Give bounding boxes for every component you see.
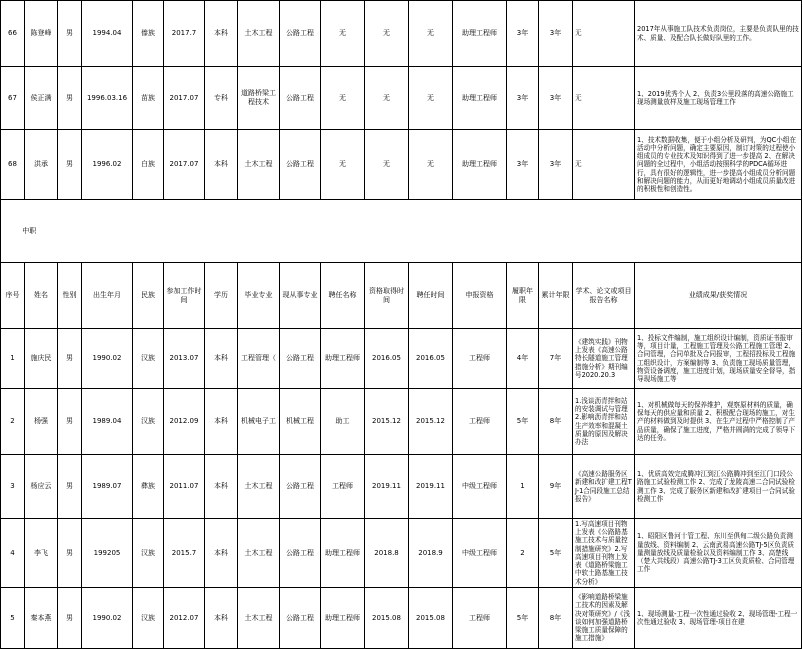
cell-sex: 男	[58, 587, 82, 648]
cell-name: 李飞	[25, 519, 58, 588]
cell-achievements: 1、昭阳区鲁河十管工程、东川至俱甸二级公路负责测量放线、资料编制 2、云南武易高速公路TJ-5区负责质量测量放线及质量检验以及资料编制工作 3、高楚线（楚大共线段）高速公路TJ-3工区负责质检、合同管理工作	[635, 519, 802, 588]
cell-papers: 1.写高速项目刊物上发表《公路路基施工技术与质量控制措施研究》2.写高速项目刊物上发表《道路桥梁施工中软土路基施工技术分析》	[573, 519, 635, 588]
cell-current-major: 公路工程	[280, 329, 321, 389]
cell-birth: 1990.02	[82, 587, 133, 648]
cell-title-years: 2	[507, 519, 539, 588]
cell-title-years: 3年	[507, 1, 539, 67]
cell-edu: 本科	[205, 587, 238, 648]
cell-ethnic: 汉族	[133, 329, 164, 389]
cell-level: 中级工程师	[453, 519, 507, 588]
cell-papers: 无	[573, 130, 635, 200]
cell-work-start: 2017.07	[164, 67, 205, 130]
cell-achievements: 1、技术数据收集，便于小组分析及研判，为QC小组在活动中分析问题，确定主要原因，制订对策的过程使小组成员的专业技术及知识得到了进一步提高 2、在解决问题的全过程中，小组活动按照科学的PDCA循环进行，具有很好的逻辑性，进一步提高小组成员分析问题和解决问题的能力，从而更好地调动小组成员质量改进的积极性和创造性。	[635, 130, 802, 200]
header-title: 聘任名称	[321, 263, 365, 329]
cell-hire-date: 无	[409, 130, 453, 200]
cell-work-start: 2012.07	[164, 587, 205, 648]
cell-ethnic: 傣族	[133, 1, 164, 67]
cell-edu: 本科	[205, 389, 238, 455]
cell-title-years: 4年	[507, 329, 539, 389]
cell-no: 3	[1, 455, 25, 519]
cell-hire-date: 2015.12	[409, 389, 453, 455]
cell-major: 土木工程	[238, 1, 280, 67]
cell-ethnic: 汉族	[133, 519, 164, 588]
table-row	[1, 130, 802, 200]
cell-hire-date: 无	[409, 67, 453, 130]
cell-no: 5	[1, 587, 25, 648]
cell-sex: 男	[58, 455, 82, 519]
cell-major: 土木工程	[238, 587, 280, 648]
cell-total-years: 3年	[539, 130, 573, 200]
cell-sex: 男	[58, 389, 82, 455]
header-current-major: 现从事专业	[280, 263, 321, 329]
cell-sex: 男	[58, 519, 82, 588]
cell-hire-date: 无	[409, 1, 453, 67]
cell-current-major: 公路工程	[280, 130, 321, 200]
cell-ethnic: 汉族	[133, 587, 164, 648]
main-rows	[1, 329, 802, 649]
cell-name: 秦本燕	[25, 587, 58, 648]
table-row	[1, 329, 802, 389]
cell-birth: 199205	[82, 519, 133, 588]
cell-papers: 无	[573, 1, 635, 67]
header-ethnic: 民族	[133, 263, 164, 329]
cell-achievements: 1、现场测量-工程一次性通过验收 2、现场管理-工程一次性通过验收 3、现场管理-项目在建	[635, 587, 802, 648]
cell-birth: 1994.04	[82, 1, 133, 67]
header-level: 申报资格	[453, 263, 507, 329]
cell-sex: 男	[58, 329, 82, 389]
cell-ethnic: 彝族	[133, 455, 164, 519]
cell-edu: 专科	[205, 67, 238, 130]
header-qual-date: 资格取得时间	[365, 263, 409, 329]
cell-qual-date: 2015.12	[365, 389, 409, 455]
cell-total-years: 5年	[539, 519, 573, 588]
cell-birth: 1996.02	[82, 130, 133, 200]
cell-ethnic: 苗族	[133, 67, 164, 130]
cell-no: 2	[1, 389, 25, 455]
header-work-start: 参加工作时间	[164, 263, 205, 329]
header-major: 毕业专业	[238, 263, 280, 329]
cell-total-years: 7年	[539, 329, 573, 389]
cell-total-years: 9年	[539, 455, 573, 519]
prev-rows	[1, 1, 802, 200]
cell-major: 土木工程	[238, 519, 280, 588]
cell-work-start: 2012.09	[164, 389, 205, 455]
cell-sex: 男	[58, 1, 82, 67]
cell-title: 无	[321, 67, 365, 130]
section-label: 中职	[1, 200, 58, 263]
cell-current-major: 公路工程	[280, 1, 321, 67]
cell-major: 土木工程	[238, 130, 280, 200]
cell-qual-date: 2015.08	[365, 587, 409, 648]
table-row	[1, 587, 802, 648]
header-no: 序号	[1, 263, 25, 329]
cell-hire-date: 2016.05	[409, 329, 453, 389]
cell-achievements: 2017年从事施工队技术负责岗位，主要是负责队里的技术、质量、及配合队长做好队里的工作。	[635, 1, 802, 67]
cell-total-years: 3年	[539, 67, 573, 130]
table-row	[1, 67, 802, 130]
header-hire-date: 聘任时间	[409, 263, 453, 329]
cell-current-major: 公路工程	[280, 67, 321, 130]
cell-edu: 本科	[205, 329, 238, 389]
cell-hire-date: 2019.11	[409, 455, 453, 519]
header-achievements: 业绩成果/获奖情况	[635, 263, 802, 329]
cell-title-years: 3年	[507, 130, 539, 200]
cell-title-years: 5年	[507, 389, 539, 455]
cell-current-major: 机械工程	[280, 389, 321, 455]
cell-level: 工程师	[453, 329, 507, 389]
cell-level: 工程师	[453, 389, 507, 455]
cell-qual-date: 无	[365, 67, 409, 130]
cell-achievements: 1、对机械做每天的保养维护，观察原材料的质量，确保每天的供应量和质量 2、积极配合现场的施工，对生产的材料做到及时提供 3、在生产过程中严格控制了产品质量，确保了施工进度，严格并圆满的完成了领导下达的任务。	[635, 389, 802, 455]
cell-name: 杨强	[25, 389, 58, 455]
cell-work-start: 2017.07	[164, 130, 205, 200]
header-row	[1, 263, 802, 329]
cell-papers: 《高速公路服务区新建和改扩建工程TJ-1合同段施工总结报告》	[573, 455, 635, 519]
cell-qual-date: 2016.05	[365, 329, 409, 389]
cell-work-start: 2013.07	[164, 329, 205, 389]
cell-major: 工程管理（	[238, 329, 280, 389]
cell-total-years: 8年	[539, 587, 573, 648]
header-sex: 性别	[58, 263, 82, 329]
cell-birth: 1990.02	[82, 329, 133, 389]
cell-qual-date: 2019.11	[365, 455, 409, 519]
cell-title-years: 5年	[507, 587, 539, 648]
cell-ethnic: 汉族	[133, 389, 164, 455]
cell-qual-date: 2018.8	[365, 519, 409, 588]
cell-title: 无	[321, 130, 365, 200]
cell-total-years: 8年	[539, 389, 573, 455]
cell-title-years: 1	[507, 455, 539, 519]
cell-name: 施庆民	[25, 329, 58, 389]
table-row	[1, 1, 802, 67]
cell-level: 工程师	[453, 587, 507, 648]
header-title-years: 履职年限	[507, 263, 539, 329]
cell-major: 土木工程	[238, 455, 280, 519]
cell-edu: 本科	[205, 519, 238, 588]
cell-title: 无	[321, 1, 365, 67]
cell-no: 4	[1, 519, 25, 588]
header-papers: 学术、论文或项目报告名称	[573, 263, 635, 329]
cell-ethnic: 白族	[133, 130, 164, 200]
cell-work-start: 2017.7	[164, 1, 205, 67]
cell-sex: 男	[58, 67, 82, 130]
header-edu: 学历	[205, 263, 238, 329]
cell-no: 67	[1, 67, 25, 130]
cell-papers: 《影响道路桥梁施工技术的因素及解决对策研究》/《浅谈如何加强道路桥梁施工质量保障的施工措施》	[573, 587, 635, 648]
cell-level: 中级工程师	[453, 455, 507, 519]
table-row	[1, 455, 802, 519]
cell-papers: 《建筑实践》刊物上发表《高速公路特长隧道施工管理措施分析》期刊编号2020.20.3	[573, 329, 635, 389]
cell-sex: 男	[58, 130, 82, 200]
cell-current-major: 公路工程	[280, 455, 321, 519]
cell-title: 助工	[321, 389, 365, 455]
cell-major: 道路桥梁工程技术	[238, 67, 280, 130]
cell-no: 66	[1, 1, 25, 67]
cell-achievements: 1、优质高效完成腾冲江到江公路腾冲到至江门口段公路施工试验检测工作 2、完成了龙陵高速二合同试验检测工作 3、完成了服务区新建和改扩建项目一合同试验检测工作	[635, 455, 802, 519]
cell-hire-date: 2015.08	[409, 587, 453, 648]
cell-birth: 1989.07	[82, 455, 133, 519]
cell-current-major: 公路工程	[280, 519, 321, 588]
section-row	[1, 200, 802, 263]
cell-name: 杨应云	[25, 455, 58, 519]
cell-title-years: 3年	[507, 67, 539, 130]
cell-total-years: 3年	[539, 1, 573, 67]
cell-current-major: 公路工程	[280, 587, 321, 648]
cell-birth: 1989.04	[82, 389, 133, 455]
cell-birth: 1996.03.16	[82, 67, 133, 130]
cell-edu: 本科	[205, 1, 238, 67]
cell-qual-date: 无	[365, 130, 409, 200]
cell-papers: 无	[573, 67, 635, 130]
cell-name: 陈登峰	[25, 1, 58, 67]
cell-name: 侯正满	[25, 67, 58, 130]
cell-name: 洪承	[25, 130, 58, 200]
cell-level: 助理工程师	[453, 130, 507, 200]
cell-title: 助理工程师	[321, 329, 365, 389]
cell-achievements: 1、投标文件编制，施工组织设计编制，资质证书报审等，项目计量，工程施工管理及公路工程施工管理 2、合同管理，合同单批及合同报审，工程招投标及工程施工组织设计，方案编制等 3、负责施工现场质量管理，物资设备调度，施工进度计划，现场质量安全督导，指导现场施工等	[635, 329, 802, 389]
cell-work-start: 2015.7	[164, 519, 205, 588]
cell-achievements: 1、2019优秀个人 2、负责3公里段落的高速公路施工现场测量放样及施工现场管理工作	[635, 67, 802, 130]
header-total-years: 累计年限	[539, 263, 573, 329]
table-row	[1, 519, 802, 588]
cell-work-start: 2011.07	[164, 455, 205, 519]
cell-no: 1	[1, 329, 25, 389]
cell-title: 助理工程师	[321, 519, 365, 588]
cell-edu: 本科	[205, 130, 238, 200]
cell-no: 68	[1, 130, 25, 200]
cell-major: 机械电子工	[238, 389, 280, 455]
header-name: 姓名	[25, 263, 58, 329]
cell-hire-date: 2018.9	[409, 519, 453, 588]
cell-edu: 本科	[205, 455, 238, 519]
cell-level: 助理工程师	[453, 67, 507, 130]
cell-papers: 1.浅谈沥青拌和站的安装调试与管理 2.影响沥青拌和站生产效率和混凝土质量的原因及解决办法	[573, 389, 635, 455]
cell-qual-date: 无	[365, 1, 409, 67]
header-birth: 出生年月	[82, 263, 133, 329]
cell-title: 工程师	[321, 455, 365, 519]
table-row	[1, 389, 802, 455]
cell-title: 助理工程师	[321, 587, 365, 648]
cell-level: 助理工程师	[453, 1, 507, 67]
